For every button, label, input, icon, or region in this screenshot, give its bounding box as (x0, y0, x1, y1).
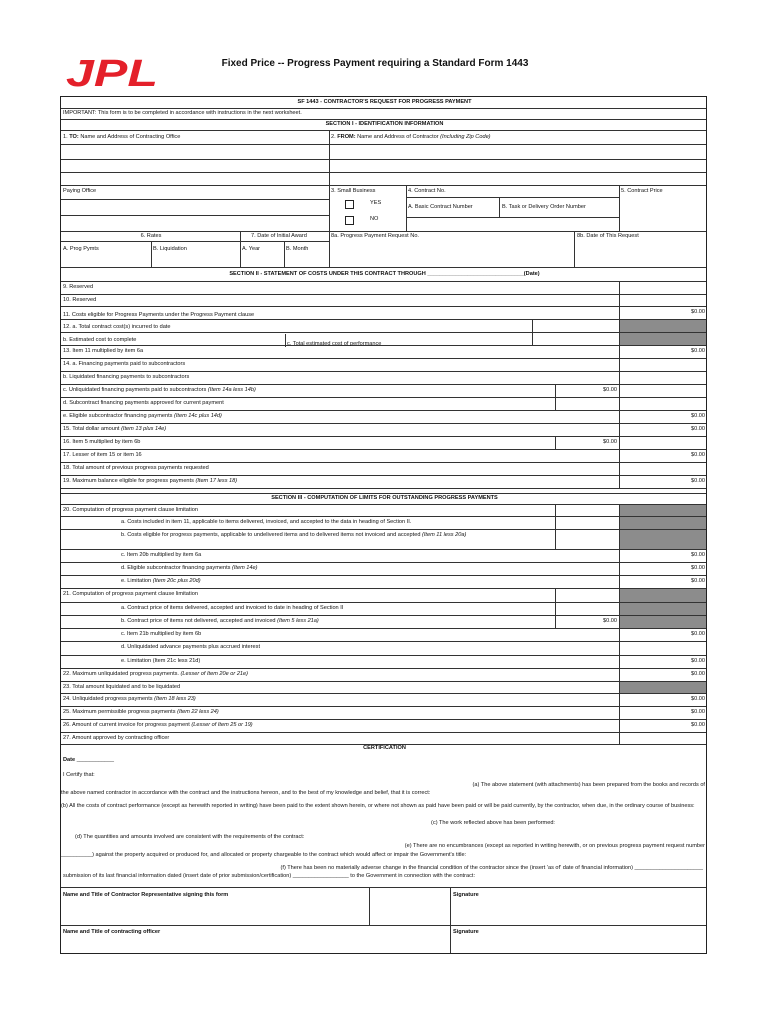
row-amount: $0.00 (691, 578, 705, 584)
row-mid-amount: $0.00 (603, 387, 617, 393)
month-label: B. Month (286, 246, 309, 252)
row-amount: $0.00 (691, 452, 705, 458)
row-label: c. Unliquidated financing payments paid to subcontractors (Item 14a less 14b) (63, 387, 256, 393)
row-label: 21. Computation of progress payment clause limitation (63, 591, 198, 597)
row-note: (Item 5 less 21a) (277, 618, 319, 624)
row-label: 17. Lesser of item 15 or item 16 (63, 452, 142, 458)
row-label: a. Contract price of items delivered, accepted and invoiced to date in heading of Section II (121, 605, 344, 611)
contract-no-label: 4. Contract No. (408, 188, 446, 194)
item-11-text: 11. Costs eligible for Progress Payments under the Progress Payment clause (63, 312, 255, 318)
row-label: c. Item 20b multiplied by item 6a (121, 552, 202, 558)
to-label: 1. TO: Name and Address of Contracting Office (63, 134, 181, 140)
certification-date: Date ____________ (63, 757, 115, 763)
signature-label-1: Signature (453, 892, 479, 898)
row-amount: $0.00 (691, 671, 705, 677)
contractor-rep-label: Name and Title of Contractor Representative signing this form (63, 892, 229, 898)
row-amount: $0.00 (691, 426, 705, 432)
row-label: 15. Total dollar amount (Item 13 plus 14e) (63, 426, 167, 432)
section-1-heading: SECTION I - IDENTIFICATION INFORMATION (325, 121, 444, 127)
row-amount: $0.00 (691, 552, 705, 558)
section-2-heading: SECTION II - STATEMENT OF COSTS UNDER THIS CONTRACT THROUGH _______________________________(Date) (229, 271, 540, 277)
section-3-heading: SECTION III - COMPUTATION OF LIMITS FOR OUTSTANDING PROGRESS PAYMENTS (271, 495, 498, 501)
item-12b-text: b. Estimated cost to complete (63, 337, 137, 343)
shaded-cell (620, 682, 706, 693)
cert-b: (b) All the costs of contract performance (except as herewith reported in writing) have been paid to the extent shown herein, or where not shown as paid have been paid or will be paid currently, by the contractor, when due, in the ordinary course of business: (61, 803, 695, 809)
row-label: 20. Computation of progress payment clause limitation (63, 507, 198, 513)
cert-a-line1: (a) The above statement (with attachments) has been prepared from the books and records of (472, 782, 705, 788)
row-label: 23. Total amount liquidated and to be liquidated (63, 684, 181, 690)
row-label: e. Limitation (Item 20c plus 20d) (121, 578, 201, 584)
row-amount: $0.00 (691, 478, 705, 484)
row-note: (Item 14c plus 14d) (174, 413, 222, 419)
signature-label-2: Signature (453, 929, 479, 935)
request-no-label: 8a. Progress Payment Request No. (331, 233, 419, 239)
row-note: (Item 11 less 20a) (422, 532, 467, 538)
row-note: (Item 17 less 18) (195, 478, 238, 484)
row-label: 10. Reserved (63, 297, 97, 303)
small-business-yes-checkbox[interactable] (345, 200, 354, 209)
cert-f-line2: submission of its last financial information dated (insert date of prior submission/certification) __________________ to the Government in connection with the contract: (63, 873, 475, 879)
row-note: (Item 18 less 23) (154, 696, 196, 702)
row-label: d. Eligible subcontractor financing payments (Item 14e) (121, 565, 258, 571)
row-amount: $0.00 (691, 709, 705, 715)
liquidation-label: B. Liquidation (153, 246, 187, 252)
year-label: A. Year (242, 246, 261, 252)
row-note: (Lesser of Item 20e or 21e) (180, 671, 249, 677)
row-note: (Item 20c plus 20d) (152, 578, 201, 584)
item-12a-text: 12. a. Total contract cost(s) incurred to date (63, 324, 171, 330)
cert-e-line1: (e) There are no encumbrances (except as reported in writing herewith, or on previous progress payment request number (404, 843, 705, 849)
row-amount: $0.00 (691, 722, 705, 728)
document-title: Fixed Price -- Progress Payment requiring a Standard Form 1443 (221, 58, 529, 69)
item-12c-text: c. Total estimated cost of performance (287, 341, 382, 347)
row-label: 16. Item 5 multiplied by item 6b (63, 439, 141, 445)
row-note: (Item 22 less 24) (177, 709, 219, 715)
jpl-logo-text: JPL (66, 53, 158, 90)
row-label: 24. Unliquidated progress payments (Item 18 less 23) (63, 696, 196, 702)
paying-office-label: Paying Office (63, 188, 97, 194)
row-label: d. Unliquidated advance payments plus accrued interest (121, 644, 260, 650)
row-label: b. Contract price of items not delivered, accepted and invoiced (Item 5 less 21a) (121, 618, 319, 624)
row-note: (Lesser of Item 25 or 19) (191, 722, 253, 728)
row-label: b. Liquidated financing payments to subcontractors (63, 374, 190, 380)
request-date-label: 8b. Date of This Request (577, 233, 639, 239)
row-amount: $0.00 (691, 309, 705, 315)
rates-label: 6. Rates (140, 233, 162, 239)
row-note: (Item 13 plus 14e) (121, 426, 167, 432)
row-amount: $0.00 (691, 696, 705, 702)
row-label: 13. Item 11 multiplied by item 6a (63, 348, 144, 354)
row-label: 14. a. Financing payments paid to subcontractors (63, 361, 186, 367)
row-label: 25. Maximum permissible progress payments (Item 22 less 24) (63, 709, 219, 715)
certify-text: I Certify that: (63, 772, 95, 778)
shaded-cell (620, 589, 706, 602)
yes-label: YES (370, 200, 382, 206)
row-label: 9. Reserved (63, 284, 94, 290)
contracting-officer-label: Name and Title of contracting officer (63, 929, 161, 935)
no-label: NO (370, 216, 379, 222)
initial-award-label: 7. Date of Initial Award (251, 233, 307, 239)
row-label: 26. Amount of current invoice for progress payment (Lesser of Item 25 or 19) (63, 722, 253, 728)
row-label: c. Item 21b multiplied by item 6b (121, 631, 202, 637)
cert-c: (c) The work reflected above has been performed: (431, 820, 555, 826)
cert-a-line2: the above named contractor in accordance with the contract and the instructions hereon, and to the best of my knowledge and belief, that it is correct: (61, 790, 431, 796)
small-business-label: 3. Small Business (331, 188, 376, 194)
row-amount: $0.00 (691, 565, 705, 571)
basic-contract-label: A. Basic Contract Number (408, 204, 473, 210)
prog-pymts-label: A. Prog Pymts (63, 246, 99, 252)
row-note: (Item 14a less 14b) (207, 387, 256, 393)
row-label: e. Eligible subcontractor financing payments (Item 14c plus 14d) (63, 413, 222, 419)
row-label: 22. Maximum unliquidated progress payments. (Lesser of Item 20e or 21e) (63, 671, 249, 677)
row-amount: $0.00 (691, 413, 705, 419)
row-label: b. Costs eligible for progress payments, applicable to undelivered items and to delivered items not invoiced and accepted (Item 11 less 20a) (121, 532, 467, 538)
task-order-label: B. Task or Delivery Order Number (502, 204, 586, 210)
form-title: SF 1443 - CONTRACTOR'S REQUEST FOR PROGRESS PAYMENT (297, 99, 472, 105)
shaded-cell (620, 505, 706, 516)
contract-price-label: 5. Contract Price (621, 188, 663, 194)
shaded-cell (620, 530, 706, 549)
row-label: 27. Amount approved by contracting officer (63, 735, 170, 741)
row-label: 18. Total amount of previous progress payments requested (63, 465, 209, 471)
shaded-cell (620, 616, 706, 628)
row-amount: $0.00 (691, 348, 705, 354)
small-business-no-checkbox[interactable] (345, 216, 354, 225)
cert-d: (d) The quantities and amounts involved are consistent with the requirements of the contract: (75, 834, 305, 840)
shaded-cell (620, 603, 706, 615)
row-mid-amount: $0.00 (603, 439, 617, 445)
shaded-cell (620, 517, 706, 529)
sf1443-form (60, 96, 707, 954)
row-amount: $0.00 (691, 631, 705, 637)
row-amount: $0.00 (691, 658, 705, 664)
important-note: IMPORTANT: This form is to be completed in accordance with instructions in the next worksheet. (63, 110, 302, 116)
from-label: 2. FROM: Name and Address of Contractor (Including Zip Code) (331, 134, 491, 140)
certification-heading: CERTIFICATION (363, 745, 406, 751)
row-label: a. Costs included in item 11, applicable to items delivered, invoiced, and accepted to the data in heading of Section II. (121, 519, 412, 525)
row-label: 19. Maximum balance eligible for progress payments (Item 17 less 18) (63, 478, 238, 484)
row-label: d. Subcontract financing payments approved for current payment (63, 400, 224, 406)
row-label: e. Limitation (Item 21c less 21d) (121, 658, 201, 664)
jpl-logo (64, 52, 160, 90)
row-mid-amount: $0.00 (603, 618, 617, 624)
cert-f-line1: (f) There has been no materially adverse change in the financial condition of the contractor since the (insert 'as of' date of financial information) ______________________ (280, 865, 703, 871)
cert-e-line2: __________) against the property acquired or produced for, and allocated or property chargeable to the contract which would affect or impair the Government's title: (61, 852, 467, 858)
row-note: (Item 14e) (232, 565, 258, 571)
